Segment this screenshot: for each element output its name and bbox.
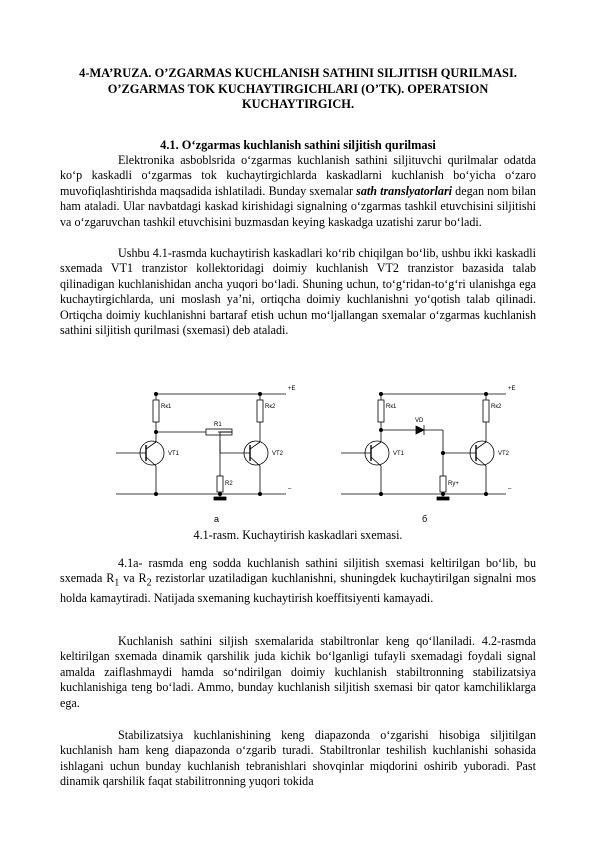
paragraph-1-emphasis: sath translyatorlari — [356, 183, 453, 198]
paragraph-4-text: Kuchlanish sathini siljish sxemalarida stabiltronlar keng qo‘llaniladi. 4.2-rasmda keltirilgan sxemada dinamik qarshilik juda kichik bo‘lganligi tufayli sxemadagi foydali signal amalda zaiflashmaydi hamda so‘ndirilgan doimiy kuchlanish stabiltronning stabilizatsiya kuchlanishiga teng bo‘ladi. Ammo, bunday kuchlanish siljitish sxemasi bir qator kamchiliklarga ega. — [60, 634, 536, 710]
section-title: 4.1. O‘zgarmas kuchlanish sathini siljitish qurilmasi — [160, 138, 436, 152]
label-vd: VD — [415, 418, 424, 424]
label-minus-b: – — [508, 486, 512, 492]
label-r1: R1 — [214, 422, 222, 428]
paragraph-3-text-end: rezistorlar uzatiladigan kuchlanishni, shuningdek kuchaytirilgan signalni mos holda kamaytiradi. Natijada sxemaning kuchaytirish koeffitsiyenti kamayadi. — [60, 571, 536, 606]
paragraph-1-text: Elektronika asboblsrida o‘zgarmas kuchlanish sathini siljituvchi qurilmalar odatda ko‘p kaskadli o‘zgarmas tok kuchaytirgichlarda kaskadlarni kuchlanish bo‘yicha o‘zaro muvofiqlashtirishda maqsadida ishlatiladi. Bunday sxemalar — [60, 153, 536, 198]
label-vt1-a: VT1 — [168, 451, 180, 457]
label-vt1-b: VT1 — [393, 451, 405, 457]
paragraph-2 — [60, 246, 536, 338]
chapter-title: 4-MA’RUZA. O’ZGARMAS KUCHLANISH SATHINI SILJITISH QURILMASI. O’ZGARMAS TOK KUCHAYTIRGICHLARI (O’TK). OPERATSION KUCHAYTIRGICH. — [79, 66, 517, 111]
subscript-1: 1 — [114, 577, 120, 589]
paragraph-2-text: Ushbu 4.1-rasmda kuchaytirish kaskadlari ko‘rib chiqilgan bo‘lib, ushbu ikki kaskadli sxemada VT1 tranzistor kollektoridagi doimiy kuchlanish VT2 tranzistor bazasida talab qilinadigan kuchlanishidan ancha yuqori bo‘ladi. Shuning uchun, to‘g‘ridan-to‘g‘ri ulanishga ega kuchaytirgichlarda, uni moslash ya’ni, ortiqcha doimiy kuchlanishni yo‘qotish talab qilinadi. Ortiqcha doimiy kuchlanishni bartaraf etish uchun mo‘ljallangan sxemalar o‘zgarmas kuchlanish sathini siljitish qurilmasi (sxemasi) deb ataladi. — [60, 246, 536, 338]
label-plus-e-b: +E — [508, 386, 516, 392]
label-vt2-b: VT2 — [498, 451, 510, 457]
paragraph-5 — [60, 728, 536, 790]
paragraph-5-text: Stabilizatsiya kuchlanishining keng diapazonda o‘zgarishi hisobiga siljitilgan kuchlanish ham keng diapazonda o‘zgarib turadi. Stabiltronlar teshilish kuchlanishi sohasida ishlagani uchun bunday kuchlanish tebranishlari shovqinlar miqdorini oshirib yuboradi. Past dinamik qarshilik faqat stabilitronning yuqori tokida — [60, 728, 536, 789]
label-rk1-b: Rк1 — [386, 404, 397, 410]
label-minus-a: – — [288, 486, 292, 492]
label-rk1-a: Rк1 — [161, 404, 172, 410]
label-r2: R2 — [225, 481, 233, 487]
paragraph-1 — [60, 153, 536, 230]
paragraph-1-text-end: degan nom bilan ham ataladi. Ular navbatdagi kaskad kirishidagi signalning o‘zgarmas tashkil etuvchisini siljitishi va o‘zgaruvchan tashkil etuvchisini buzmasdan keying kaskadga uzatishi zarur bo‘ladi. — [60, 183, 536, 229]
paragraph-3-text-mid: va R — [119, 571, 147, 586]
label-rk2-a: Rк2 — [265, 404, 276, 410]
label-vt2-a: VT2 — [272, 451, 284, 457]
label-ry: Rу+ — [448, 481, 459, 487]
paragraph-3 — [60, 556, 536, 607]
label-rk2-b: Rк2 — [491, 404, 502, 410]
subscript-2: 2 — [146, 577, 152, 589]
circuit-figure — [96, 378, 526, 524]
subfigure-label-b: б — [422, 514, 428, 524]
figure-caption: 4.1-rasm. Kuchaytirish kaskadlari sxemasi. — [193, 528, 403, 542]
subfigure-label-a: а — [214, 514, 220, 524]
label-plus-e-a: +E — [288, 386, 296, 392]
paragraph-4 — [60, 634, 536, 711]
paragraph-3-text: 4.1a- rasmda eng sodda kuchlanish sathini siljitish sxemasi keltirilgan bo‘lib, bu sxemada R — [60, 556, 536, 586]
